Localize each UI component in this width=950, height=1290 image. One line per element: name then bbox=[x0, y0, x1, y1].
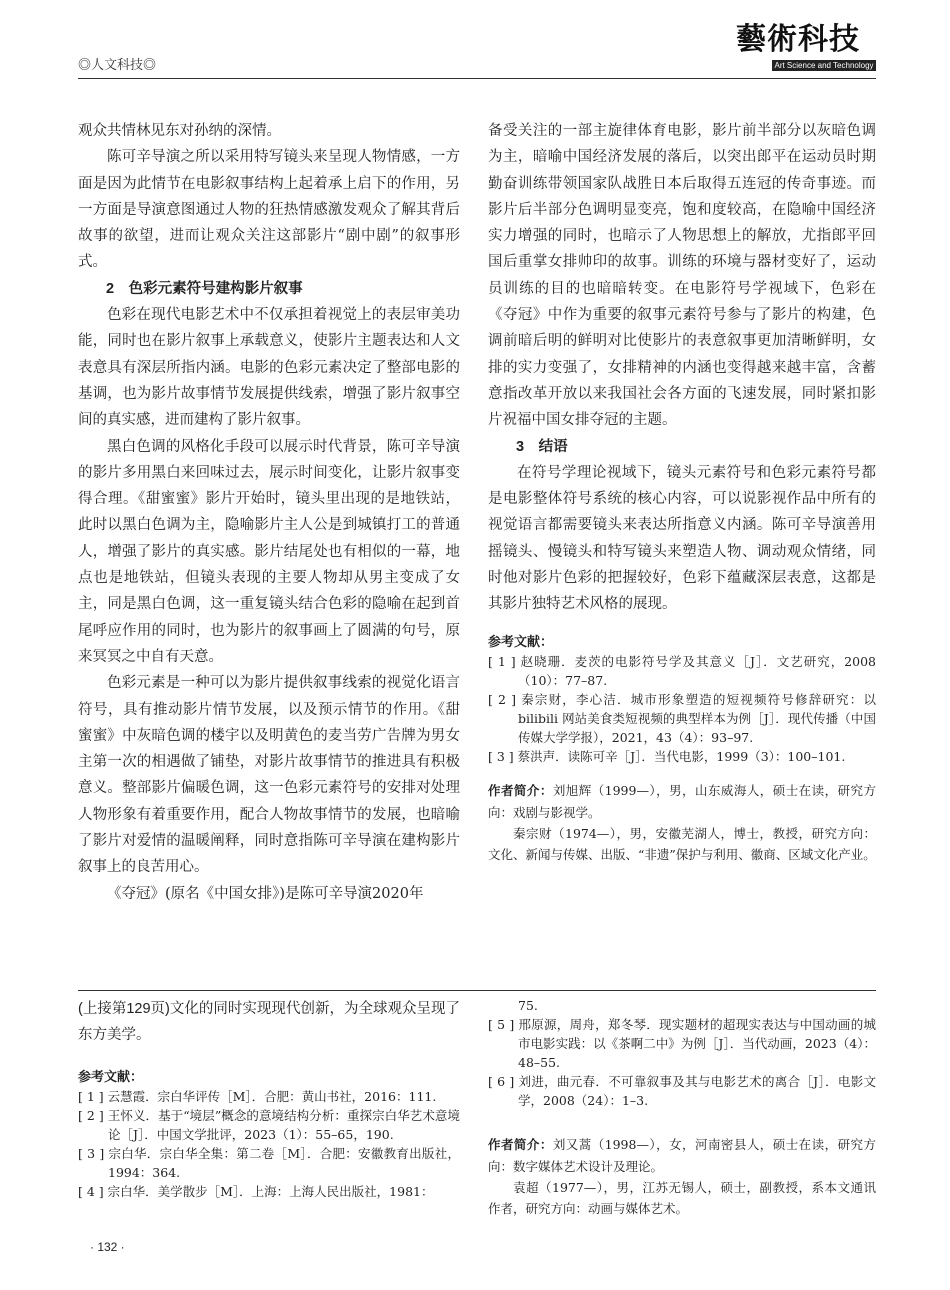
paragraph: 黑白色调的风格化手段可以展示时代背景，陈可辛导演的影片多用黑白来回味过去，展示时间变化，让影片叙事变得合理。《甜蜜蜜》影片开始时，镜头里出现的是地铁站，此时以黑白色调为主，隐喻影片主人公是到城镇打工的普通人，增强了影片的真实感。影片结尾处也有相似的一幕，地点也是地铁站，但镜头表现的主要人物却从男主变成了女主，同是黑白色调，这一重复镜头结合色彩的隐喻在起到首尾呼应作用的同时，也为影片的叙事画上了圆满的句号，原来冥冥之中自有天意。 bbox=[78, 438, 460, 665]
paragraph: 陈可辛导演之所以采用特写镜头来呈现人物情感，一方面是因为此情节在电影叙事结构上起着承上启下的作用，另一方面是导演意图通过人物的狂热情感激发观众了解其背后故事的欲望，进而让观众关注这部影片“剧中剧”的叙事形式。 bbox=[78, 149, 460, 271]
section-label: ◎人文科技◎ bbox=[78, 57, 157, 72]
main-right-column bbox=[488, 118, 876, 865]
continuation-text: 文化的同时实现现代创新，为全球观众呈现了东方美学。 bbox=[78, 1001, 460, 1044]
journal-logo-en: Art Science and Technology bbox=[772, 60, 876, 71]
continuation-label: (上接第129页) bbox=[78, 1001, 170, 1017]
reference-item: [ 4 ] 宗白华．美学散步［M］．上海：上海人民出版社，1981： bbox=[78, 1183, 434, 1199]
section-divider bbox=[78, 990, 876, 991]
reference-item: [ 2 ] 秦宗财，李心洁．城市形象塑造的短视频符号修辞研究：以 bilibili 网站美食类短视频的典型样本为例［J］．现代传播（中国传媒大学学报），2021，43（4）：93–97. bbox=[488, 691, 876, 745]
author-bio-text: 刘旭辉（1999—），男，山东威海人，硕士在读，研究方向：戏剧与影视学。 bbox=[488, 782, 876, 820]
author-label: 作者简介： bbox=[488, 1138, 553, 1152]
author-label: 作者简介： bbox=[488, 783, 553, 798]
paragraph: 色彩在现代电影艺术中不仅承担着视觉上的表层审美功能，同时也在影片叙事上承载意义，使影片主题表达和人文表意具有深层所指内涵。电影的色彩元素决定了整部电影的基调，也为影片故事情节发展提供线索，增强了影片叙事空间的真实感，进而建构了影片叙事。 bbox=[78, 307, 460, 429]
section-heading-2: 2 色彩元素符号建构影片叙事 bbox=[106, 280, 303, 297]
author-bio: 袁超（1977—），男，江苏无锡人，硕士，副教授，系本文通讯作者，研究方向：动画与媒体艺术。 bbox=[488, 1180, 876, 1216]
paragraph: 备受关注的一部主旋律体育电影，影片前半部分以灰暗色调为主，暗喻中国经济发展的落后，以突出郎平在运动员时期勤奋训练带领国家队战胜日本后取得五连冠的传奇事迹。而影片后半部分色调明显变亮，饱和度较高，在隐喻中国经济实力增强的同时，也暗示了人物思想上的解放，尤指郎平回国后重掌女排帅印的故事。训练的环境与器材变好了，运动员训练的目的也暗暗转变。在电影符号学视域下，色彩在《夺冠》中作为重要的叙事元素符号参与了影片的构建，色调前暗后明的鲜明对比使影片的表意叙事更加清晰鲜明，女排的实力变强了，女排精神的内涵也变得越来越丰富，含蓄意指改革开放以来我国社会各方面的飞速发展，同时紧扣影片祝福中国女排夺冠的主题。 bbox=[488, 123, 876, 429]
section-heading-3: 3 结语 bbox=[516, 438, 568, 455]
reference-item: [ 1 ] 赵晓珊．麦茨的电影符号学及其意义［J］．文艺研究，2008（10）：77–87. bbox=[488, 653, 876, 688]
reference-item: [ 3 ] 宗白华．宗白华全集：第二卷［M］．合肥：安徽教育出版社，1994：364. bbox=[78, 1145, 460, 1180]
reference-item: [ 5 ] 邢原源，周舟，郑冬琴．现实题材的超现实表达与中国动画的城市电影实践：以《茶啊二中》为例［J］．当代动画，2023（4）：48–55. bbox=[488, 1017, 876, 1070]
author-bio bbox=[488, 780, 876, 823]
paragraph: 色彩元素是一种可以为影片提供叙事线索的视觉化语言符号，具有推动影片情节发展，以及预示情节的作用。《甜蜜蜜》中灰暗色调的楼宇以及明黄色的麦当劳广告牌为男女主第一次的相遇做了铺垫，对影片故事情节的推进具有积极意义。整部影片偏暖色调，这一色彩元素符号的安排对处理人物形象有着重要作用，配合人物故事情节的发展，也暗喻了影片对爱情的温暖阐释，同时意指陈可辛导演在建构影片叙事上的良苦用心。 bbox=[78, 675, 460, 876]
author-bio-text: 刘又蒿（1998—），女，河南密县人，硕士在读，研究方向：数字媒体艺术设计及理论。 bbox=[488, 1137, 876, 1174]
main-left-column bbox=[78, 118, 460, 907]
reference-item: [ 1 ] 云慧霞．宗白华评传［M］．合肥：黄山书社，2016：111. bbox=[78, 1088, 437, 1104]
reference-item: [ 6 ] 刘进，曲元春．不可靠叙事及其与电影艺术的离合［J］．电影文学，2008（24）：1–3. bbox=[488, 1074, 876, 1108]
continuation-right-column bbox=[488, 996, 876, 1219]
reference-item: [ 2 ] 王怀义．基于“境层”概念的意境结构分析：重探宗白华艺术意境论［J］．中国文学批评，2023（1）：55–65，190. bbox=[78, 1107, 460, 1142]
reference-continuation: 75. bbox=[518, 998, 538, 1013]
references-title: 参考文献： bbox=[78, 1068, 144, 1084]
page-number: · 132 · bbox=[90, 1240, 125, 1254]
journal-logo bbox=[736, 20, 876, 72]
paragraph: 在符号学理论视域下，镜头元素符号和色彩元素符号都是电影整体符号系统的核心内容，可以说影视作品中所有的视觉语言都需要镜头来表达所指意义内涵。陈可辛导演善用摇镜头、慢镜头和特写镜头来塑造人物、调动观众情绪，同时他对影片色彩的把握较好，色彩下蕴藏深层表意，这都是其影片独特艺术风格的展现。 bbox=[488, 464, 876, 613]
journal-logo-cn: 藝術科技 bbox=[736, 22, 860, 57]
reference-item: [ 3 ] 蔡洪声．读陈可辛［J］．当代电影，1999（3）：100–101. bbox=[488, 748, 846, 764]
author-bio bbox=[488, 1134, 876, 1177]
author-bio: 秦宗财（1974—），男，安徽芜湖人，博士，教授，研究方向：文化、新闻与传媒、出版、“非遗”保护与利用、徽商、区域文化产业。 bbox=[488, 825, 876, 862]
references-title: 参考文献： bbox=[488, 633, 554, 649]
paragraph: 《夺冠》(原名《中国女排》)是陈可辛导演2020年 bbox=[107, 885, 424, 902]
continuation-paragraph bbox=[78, 996, 460, 1049]
continuation-left-column bbox=[78, 996, 460, 1201]
paragraph: 观众共情林见东对孙纳的深情。 bbox=[78, 123, 281, 139]
header-rule bbox=[78, 78, 876, 79]
